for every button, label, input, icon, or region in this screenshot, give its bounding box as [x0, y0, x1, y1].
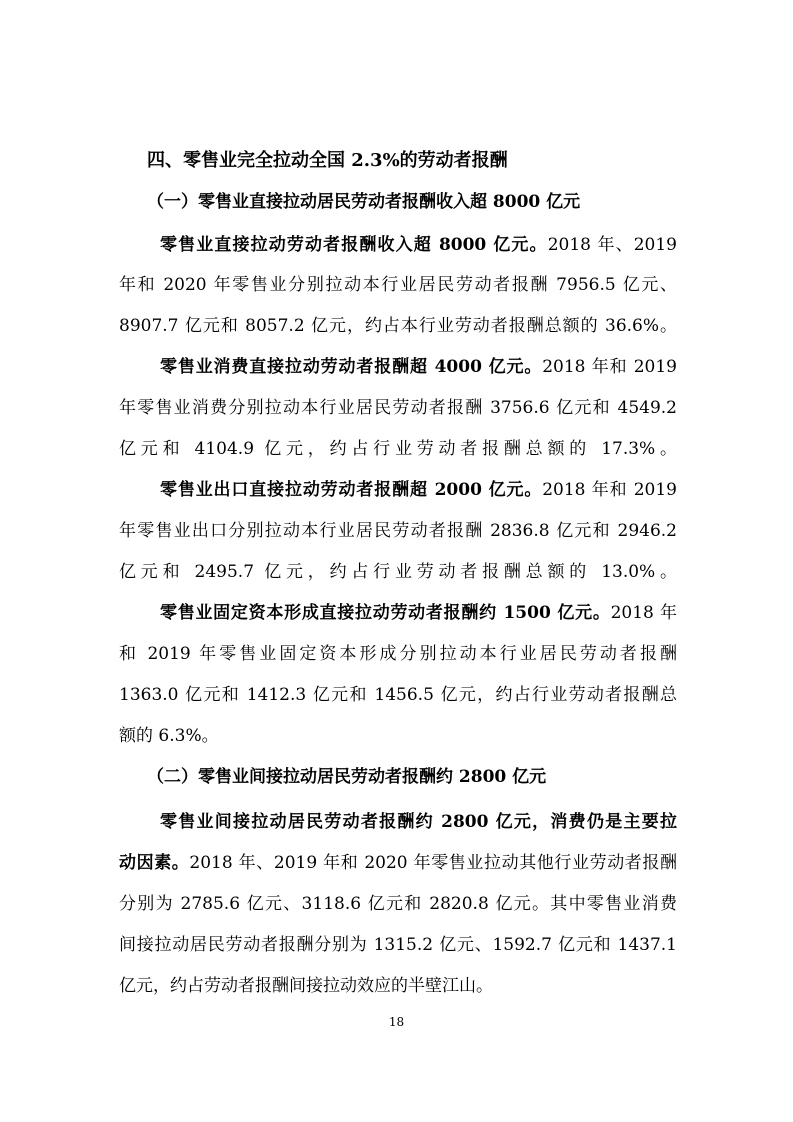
page-number: 18	[388, 1015, 405, 1029]
paragraph-2-line-2: 年零售业消费分别拉动本行业居民劳动者报酬 3756.6 亿元和 4549.2	[119, 398, 677, 418]
paragraph-3-line-1	[160, 478, 677, 502]
subsection-heading-1-text: （一）零售业直接拉动居民劳动者报酬收入超 8000 亿元	[147, 192, 581, 212]
paragraph-2-lead: 零售业消费直接拉动劳动者报酬超 4000 亿元。	[160, 357, 543, 377]
paragraph-4-line-1	[160, 601, 677, 625]
paragraph-5-line-4: 间接拉动居民劳动者报酬分别为 1315.2 亿元、1592.7 亿元和 1437.1	[119, 935, 677, 955]
paragraph-2-line-1	[160, 355, 677, 379]
paragraph-5-line-2	[119, 851, 677, 875]
paragraph-1-text-1: 2018 年、2019	[547, 235, 677, 255]
paragraph-2-text-1: 2018 年和 2019	[542, 357, 677, 377]
paragraph-4-line-3: 1363.0 亿元和 1412.3 亿元和 1456.5 亿元，约占行业劳动者报酬总	[119, 685, 677, 705]
paragraph-3-line-2: 年零售业出口分别拉动本行业居民劳动者报酬 2836.8 亿元和 2946.2	[119, 521, 677, 541]
paragraph-4-text-1: 2018 年	[610, 603, 678, 623]
paragraph-1-line-2: 年和 2020 年零售业分别拉动本行业居民劳动者报酬 7956.5 亿元、	[119, 275, 677, 295]
subsection-heading-2	[147, 765, 705, 789]
section-heading: 四、零售业完全拉动全国 2.3%的劳动者报酬	[147, 150, 508, 171]
paragraph-1-lead: 零售业直接拉动劳动者报酬收入超 8000 亿元。	[160, 235, 548, 255]
subsection-heading-1	[147, 190, 705, 214]
paragraph-3-line-3: 亿元和 2495.7 亿元，约占行业劳动者报酬总额的 13.0%。	[119, 562, 677, 582]
paragraph-3-text-1: 2018 年和 2019	[542, 480, 677, 500]
paragraph-3-lead: 零售业出口直接拉动劳动者报酬超 2000 亿元。	[160, 480, 543, 500]
paragraph-4-lead: 零售业固定资本形成直接拉动劳动者报酬约 1500 亿元。	[160, 603, 611, 623]
paragraph-1-line-1	[160, 233, 677, 257]
paragraph-5-line-3: 分别为 2785.6 亿元、3118.6 亿元和 2820.8 亿元。其中零售业消费	[119, 894, 677, 914]
paragraph-5-lead-end: 动因素。	[119, 853, 190, 873]
paragraph-5-text-2: 2018 年、2019 年和 2020 年零售业拉动其他行业劳动者报酬	[189, 853, 678, 873]
paragraph-4-line-2: 和 2019 年零售业固定资本形成分别拉动本行业居民劳动者报酬	[119, 644, 677, 664]
paragraph-5-line-5: 亿元，约占劳动者报酬间接拉动效应的半壁江山。	[119, 976, 493, 996]
paragraph-4-line-4: 额的 6.3%。	[119, 726, 219, 746]
paragraph-2-line-3: 亿元和 4104.9 亿元，约占行业劳动者报酬总额的 17.3%。	[119, 439, 677, 459]
paragraph-1-line-3: 8907.7 亿元和 8057.2 亿元，约占本行业劳动者报酬总额的 36.6%。	[119, 316, 677, 336]
subsection-heading-2-text: （二）零售业间接拉动居民劳动者报酬约 2800 亿元	[147, 767, 547, 787]
paragraph-5-line-1: 零售业间接拉动居民劳动者报酬约 2800 亿元，消费仍是主要拉	[160, 812, 677, 832]
